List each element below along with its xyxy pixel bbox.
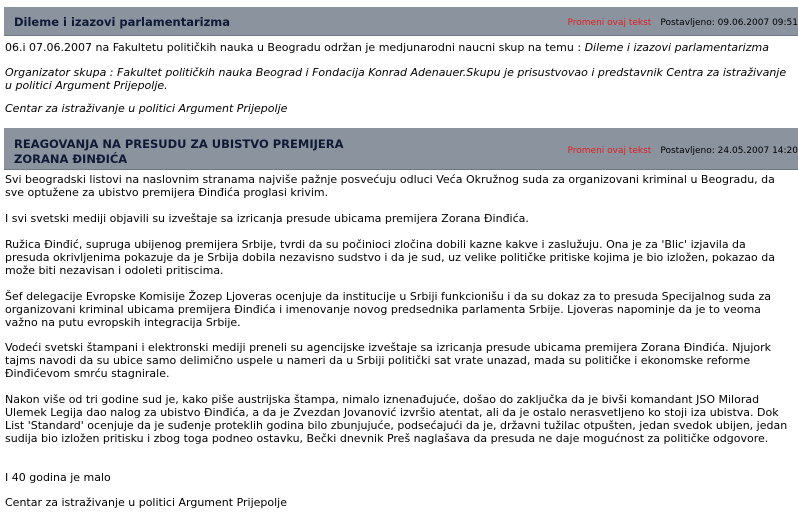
article-title-line: REAGOVANJA NA PRESUDU ZA UBISTVO PREMIJERA <box>14 137 344 151</box>
article-paragraph: I svi svetski mediji objavili su izveštaje sa izricanja presude ubicama premijera Zorana Đinđića. <box>5 212 529 225</box>
article-paragraph: Organizator skupa : Fakultet političkih nauka Beograd i Fondacija Konrad Adenauer.Skupu je prisustvovao i predstavnik Centra za istraživanje u politici Argument Prijepolje. <box>5 66 787 92</box>
article-title: Dileme i izazovi parlamentarizma <box>14 15 231 29</box>
posted-date: 24.05.2007 14:20 <box>717 146 798 156</box>
article-header <box>4 7 798 36</box>
article-meta <box>567 17 798 29</box>
article-paragraph: Vodeći svetski štampani i elektronski mediji preneli su agencijske izveštaje sa izricanja presude ubicama premijera Zorana Đinđića. Njujork tajms navodi da su ubice samo delimično uspele u nameri da u Srbiji politički sat vrate unazad, mada su političke i ekonomske reforme Đinđićevom smrću stagnirale. <box>5 341 772 380</box>
article-title-line: ZORANA ĐINĐIĆA <box>14 152 128 166</box>
article-paragraph <box>5 41 790 54</box>
article-signature: Centar za istraživanje u politici Argument Prijepolje <box>5 102 288 115</box>
edit-article-link[interactable]: Promeni ovaj tekst <box>567 146 652 156</box>
article-paragraph: Nakon više od tri godine sud je, kako piše austrijska štampa, nimalo iznenađujuće, došao do zaključka da je bivši komandant JSO Milorad Ulemek Legija dao nalog za ubistvo Đinđića, a da je Zvezdan Jovanović izvršio atentat, ali da je ostalo nerasvetljeno ko stoji iza ubistva. Dok List 'Standard' ocenjuje da je suđenje proteklih godina bilo zbunjujuće, podsećajući da je, državni tužilac otpušten, jedan svedok ubijen, jedan sudija bio izložen pritisku i zbog toga podneo ostavku, Bečki dnevnik Preš naglašava da presuda ne daje mogućnost za političke odgovore. <box>5 393 788 445</box>
event-title: Dileme i izazovi parlamentarizma <box>584 41 769 54</box>
article-paragraph: Svi beogradski listovi na naslovnim stranama najviše pažnje posvećuju odluci Većа Okružnog suda za organizovani kriminal u Beogradu, da sve optužene za ubistvo premijera Đinđića proglasi krivim. <box>5 173 775 199</box>
posted-label: Postavljeno: <box>660 146 715 156</box>
article-paragraph: Šef delegacije Evropske Komisije Žozep Ljoveras ocenjuje da institucije u Srbiji funkcionišu i da su dokaz za to presuda Specijalnog suda za organizovani kriminal ubicama premijera Đinđića i imenovanje novog predsednika parlamenta Srbije. Ljoveras napominje da je to veoma važno na putu evropskih integracija Srbije. <box>5 290 771 329</box>
edit-article-link[interactable]: Promeni ovaj tekst <box>567 18 652 28</box>
posted-label: Postavljeno: <box>660 18 715 28</box>
article-signature: Centar za istraživanje u politici Argument Prijepolje <box>5 496 288 509</box>
article-header <box>4 128 798 170</box>
article-meta <box>567 145 798 157</box>
posted-date: 09.06.2007 09:51 <box>717 18 798 28</box>
article-paragraph: Ružica Đinđić, supruga ubijenog premijera Srbije, tvrdi da su počinioci zločina dobili kazne kakve i zaslužuju. Ona je za 'Blic' izjavila da presuda okrivljenima pokazuje da je Srbija dobila nezavisno sudstvo i da je sud, uz velike političke pritiske kojima je bio izložen, pokazao da može biti nezavisan i odoleti pritiscima. <box>5 238 775 277</box>
article-paragraph: I 40 godina je malo <box>5 471 111 484</box>
article-title <box>14 137 344 167</box>
paragraph-text: 06.i 07.06.2007 na Fakultetu političkih nauka u Beogradu održan je medjunarodni naucni skup na temu : <box>5 41 585 54</box>
